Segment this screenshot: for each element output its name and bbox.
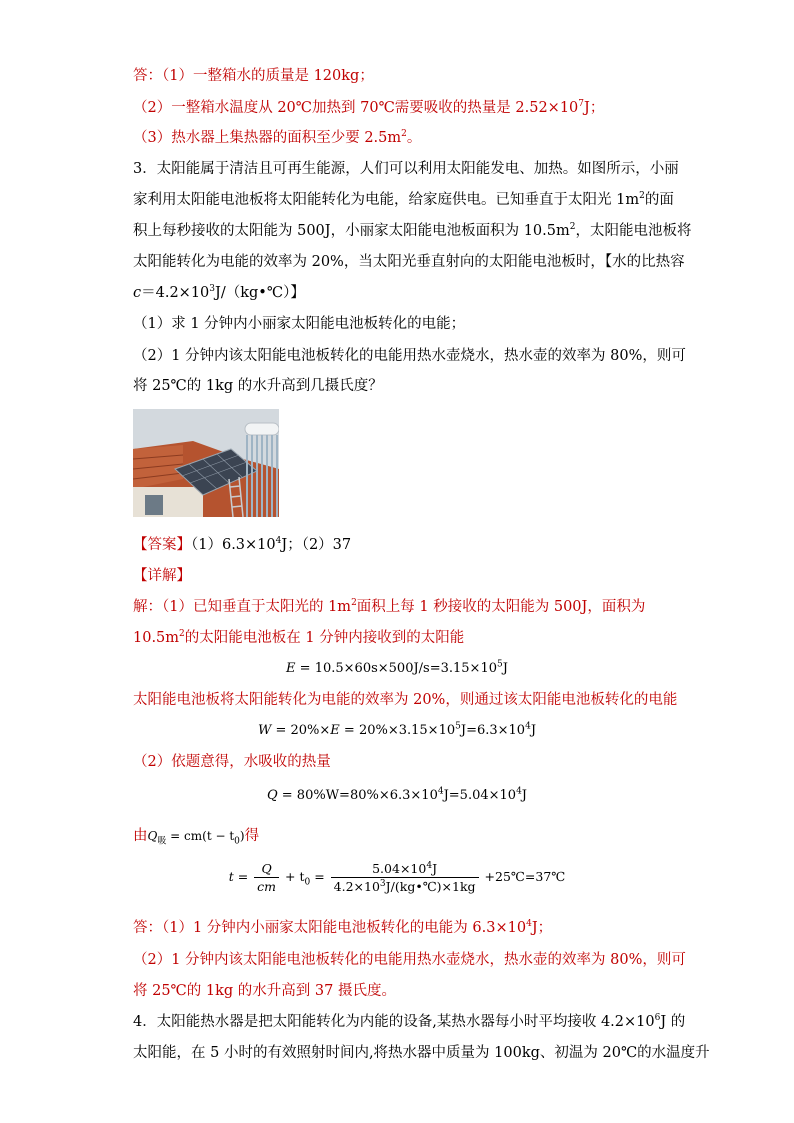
q3-line-3: 积上每秒接收的太阳能为 500J，小丽家太阳能电池板面积为 $10.5m^2$，太阳能电池板将 [133, 222, 692, 239]
detail-para-4: （2）依题意得，水吸收的热量 [133, 754, 331, 770]
fraction-values: $\frac{5.04\times 10^4J}{4.2\times 10^3J/(kg•℃)\times 1kg}$ [331, 860, 479, 895]
equation-energy: $E = 10.5\times 60s\times 500J/s=3.15\times 10^5J$ [286, 659, 508, 676]
q4-line-1: 4．太阳能热水器是把太阳能转化为内能的设备,某热水器每小时平均接收 $4.2\times 10^6J$ 的 [133, 1013, 686, 1030]
equation-heat: $Q = 80\%W=80\%\times 6.3\times 10^4J=5.04\times 10^4J$ [266, 786, 528, 803]
q3-line-2: 家利用太阳能电池板将太阳能转化为电能，给家庭供电。已知垂直于太阳光 $1m^2$的面 [133, 191, 674, 208]
q3-line-4: 太阳能转化为电能的效率为 20%，当太阳光垂直射向的太阳能电池板时，【水的比热容 [133, 254, 685, 270]
q3-line-5: $c=4.2\times 10^3J/(kg•℃)$】 [133, 284, 305, 301]
solar-panel-illustration [133, 409, 279, 517]
q3-sub-question-1: （1）求 1 分钟内小丽家太阳能电池板转化的电能； [133, 316, 466, 332]
q3-sub-question-2-line-1: （2）1 分钟内该太阳能电池板转化的电能用热水壶烧水，热水壶的效率为 80%，则可 [133, 348, 686, 364]
detail-para-5: 由$Q_吸 = cm(t - t_0)$得 [133, 828, 260, 847]
detail-label: 【详解】 [133, 568, 191, 584]
q3-sub-question-2-line-2: 将 25℃的 1kg 的水升高到几摄氏度？ [133, 378, 383, 394]
final-answer-line-2: （2）1 分钟内该太阳能电池板转化的电能用热水壶烧水，热水壶的效率为 80%，则可 [133, 952, 686, 968]
solar-panel-photo [133, 409, 279, 517]
prev-answer-line-3: （3）热水器上集热器的面积至少要 $2.5m^2$。 [133, 129, 422, 146]
answer-line: 【答案】$(1)6.3\times 10^4J$；（2）37 [133, 536, 352, 553]
final-answer-line-1: 答：（1）1 分钟内小丽家太阳能电池板转化的电能为 $6.3\times 10^4J$； [133, 919, 553, 936]
detail-para-1: 解：（1）已知垂直于太阳光的 $1m^2$面积上每 1 秒接收的太阳能为 500J，面积为 [133, 598, 646, 615]
q4-line-2: 太阳能，在 5 小时的有效照射时间内,将热水器中质量为 100kg、初温为 20℃的水温度升 [133, 1045, 710, 1061]
equation-electric-energy: $W = 20\%\times E = 20\%\times 3.15\times 10^5J=6.3\times 10^4J$ [257, 721, 537, 738]
final-answer-line-3: 将 25℃的 1kg 的水升高到 37 摄氏度。 [133, 983, 396, 999]
equation-final-temperature: t = $\frac{Q}{cm}$ + $t_0$ = $\frac{5.04\times 10^4J}{4.2\times 10^3J/(kg•℃)\times 1kg}$ +25℃=37℃ [228, 860, 566, 894]
prev-answer-line-1: 答：（1）一整箱水的质量是 120kg； [133, 68, 374, 84]
fraction-q-over-cm: $\frac{Q}{cm}$ [254, 860, 279, 895]
detail-para-2: $10.5m^2$的太阳能电池板在 1 分钟内接收到的太阳能 [133, 629, 465, 646]
q3-line-1: 3．太阳能属于清洁且可再生能源，人们可以利用太阳能发电、加热。如图所示，小丽 [133, 161, 679, 177]
detail-para-3: 太阳能电池板将太阳能转化为电能的效率为 20%，则通过该太阳能电池板转化的电能 [133, 692, 678, 708]
prev-answer-line-2: （2）一整箱水温度从 20℃加热到 70℃需要吸收的热量是 $2.52\times 10^7J$； [133, 99, 605, 116]
